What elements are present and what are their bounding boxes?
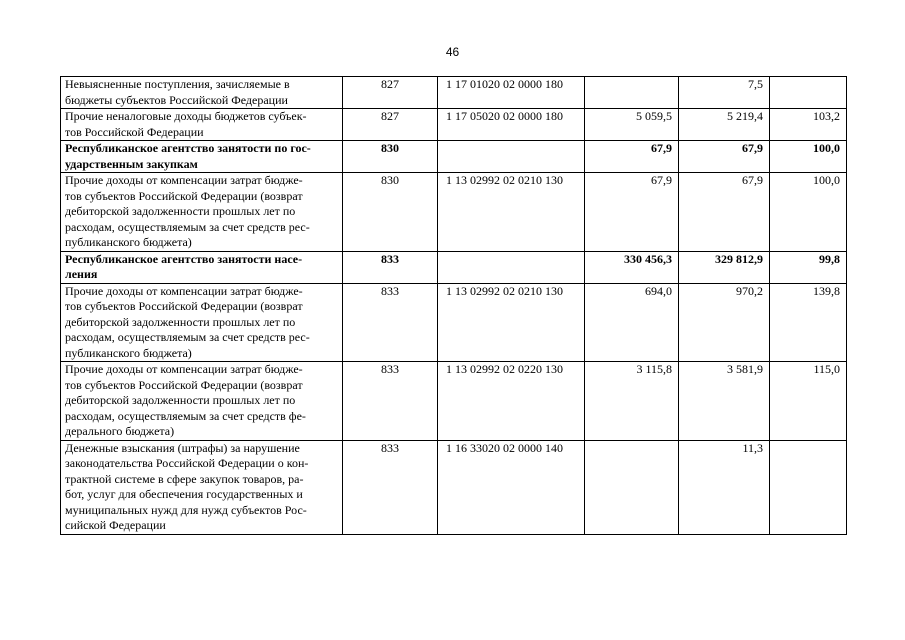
admin-code-cell: 830	[343, 173, 438, 252]
percent-cell: 103,2	[770, 109, 847, 141]
budget-code-cell: 1 17 01020 02 0000 180	[438, 77, 585, 109]
budget-code-cell: 1 17 05020 02 0000 180	[438, 109, 585, 141]
revenue-name-line: сийской Федерации	[65, 518, 166, 532]
plan-value-cell: 67,9	[585, 141, 679, 173]
revenue-name-line: тов субъектов Российской Федерации (возврат	[65, 188, 303, 203]
table-row	[61, 109, 847, 141]
fact-value-cell: 3 581,9	[679, 362, 770, 441]
revenue-name-line: расходам, осуществляемым за счет средств рес-	[65, 219, 310, 234]
budget-code-cell: 1 16 33020 02 0000 140	[438, 440, 585, 534]
revenue-name-line: ударственным закупкам	[65, 156, 198, 171]
revenue-name-cell	[61, 362, 343, 441]
revenue-name-cell	[61, 440, 343, 534]
percent-cell: 115,0	[770, 362, 847, 441]
revenue-name-cell	[61, 173, 343, 252]
percent-cell: 99,8	[770, 251, 847, 283]
revenue-name-line: ления	[65, 267, 98, 281]
page-number: 46	[445, 45, 460, 59]
plan-value-cell: 5 059,5	[585, 109, 679, 141]
budget-code-cell: 1 13 02992 02 0210 130	[438, 173, 585, 252]
revenue-name-line: публиканского бюджета)	[65, 235, 192, 249]
fact-value-cell: 970,2	[679, 283, 770, 362]
budget-code-cell: 1 13 02992 02 0210 130	[438, 283, 585, 362]
fact-value-cell: 7,5	[679, 77, 770, 109]
revenue-name-line: Денежные взыскания (штрафы) за нарушение	[65, 440, 300, 455]
revenue-name-line: Прочие доходы от компенсации затрат бюдже-	[65, 283, 303, 298]
revenue-name-line: Прочие неналоговые доходы бюджетов субъек-	[65, 109, 307, 123]
plan-value-cell	[585, 77, 679, 109]
revenue-name-line: Прочие доходы от компенсации затрат бюдже-	[65, 362, 303, 376]
revenue-name-line: расходам, осуществляемым за счет средств рес-	[65, 330, 310, 344]
revenue-name-line: тов субъектов Российской Федерации (возврат	[65, 299, 303, 313]
admin-code-cell: 830	[343, 141, 438, 173]
revenue-name-line: Республиканское агентство занятости по гос-	[65, 141, 311, 155]
revenue-name-cell	[61, 109, 343, 141]
revenue-name-line: дерального бюджета)	[65, 424, 175, 438]
fact-value-cell: 329 812,9	[679, 251, 770, 283]
table-row	[61, 440, 847, 534]
revenue-name-line: бот, услуг для обеспечения государственных и	[65, 487, 303, 501]
budget-code-cell: 1 13 02992 02 0220 130	[438, 362, 585, 441]
percent-cell: 100,0	[770, 141, 847, 173]
revenue-name-line: дебиторской задолженности прошлых лет по	[65, 204, 296, 218]
revenue-name-cell	[61, 77, 343, 109]
revenue-name-line: дебиторской задолженности прошлых лет по	[65, 314, 296, 329]
revenue-name-cell	[61, 251, 343, 283]
agency-total-row	[61, 141, 847, 173]
plan-value-cell: 330 456,3	[585, 251, 679, 283]
table-row	[61, 173, 847, 252]
admin-code-cell: 833	[343, 283, 438, 362]
budget-code-cell	[438, 251, 585, 283]
revenue-name-line: бюджеты субъектов Российской Федерации	[65, 92, 288, 107]
revenue-name-line: публиканского бюджета)	[65, 345, 192, 360]
revenue-name-line: муниципальных нужд для нужд субъектов Рос-	[65, 502, 307, 517]
revenue-name-line: Прочие доходы от компенсации затрат бюдже-	[65, 173, 303, 187]
agency-total-row	[61, 251, 847, 283]
plan-value-cell: 67,9	[585, 173, 679, 252]
fact-value-cell: 11,3	[679, 440, 770, 534]
plan-value-cell: 3 115,8	[585, 362, 679, 441]
revenue-name-line: трактной системе в сфере закупок товаров, ра-	[65, 471, 304, 486]
revenue-name-cell	[61, 141, 343, 173]
revenue-name-line: тов Российской Федерации	[65, 124, 204, 139]
admin-code-cell: 827	[343, 109, 438, 141]
percent-cell: 139,8	[770, 283, 847, 362]
budget-code-cell	[438, 141, 585, 173]
admin-code-cell: 827	[343, 77, 438, 109]
admin-code-cell: 833	[343, 440, 438, 534]
percent-cell	[770, 77, 847, 109]
revenue-name-line: Республиканское агентство занятости насе-	[65, 251, 303, 266]
percent-cell	[770, 440, 847, 534]
admin-code-cell: 833	[343, 251, 438, 283]
revenue-name-line: Невыясненные поступления, зачисляемые в	[65, 77, 290, 91]
plan-value-cell	[585, 440, 679, 534]
table-row	[61, 77, 847, 109]
fact-value-cell: 67,9	[679, 173, 770, 252]
fact-value-cell: 67,9	[679, 141, 770, 173]
revenue-name-line: расходам, осуществляемым за счет средств фе-	[65, 408, 306, 423]
revenue-table	[60, 76, 847, 535]
plan-value-cell: 694,0	[585, 283, 679, 362]
table-row	[61, 362, 847, 441]
table-row	[61, 283, 847, 362]
revenue-name-line: законодательства Российской Федерации о кон-	[65, 456, 309, 470]
percent-cell: 100,0	[770, 173, 847, 252]
admin-code-cell: 833	[343, 362, 438, 441]
fact-value-cell: 5 219,4	[679, 109, 770, 141]
revenue-name-cell	[61, 283, 343, 362]
revenue-name-line: тов субъектов Российской Федерации (возврат	[65, 377, 303, 392]
revenue-name-line: дебиторской задолженности прошлых лет по	[65, 393, 296, 407]
